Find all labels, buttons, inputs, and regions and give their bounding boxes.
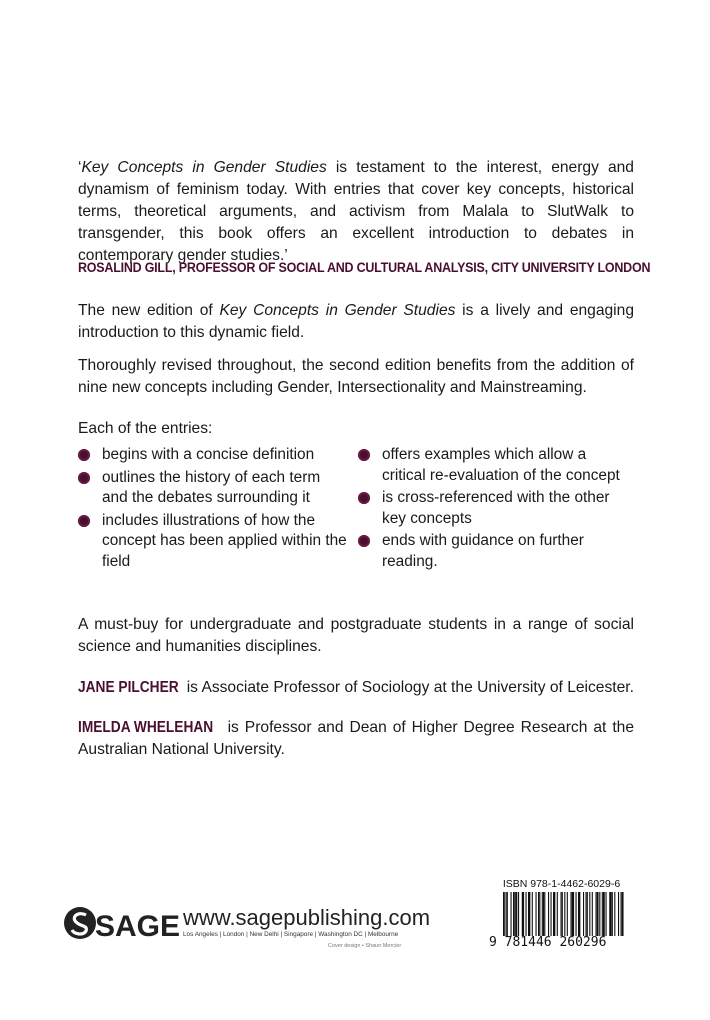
barcode-bar bbox=[529, 892, 530, 936]
barcode-bar bbox=[621, 892, 622, 936]
isbn-digits: 9 781446 260296 bbox=[489, 935, 607, 950]
barcode-bar bbox=[551, 892, 552, 936]
barcode-bar bbox=[544, 892, 545, 936]
barcode-bar bbox=[542, 892, 543, 936]
endorsement-attribution: ROSALIND GILL, PROFESSOR OF SOCIAL AND CULTURAL ANALYSIS, CITY UNIVERSITY LONDON bbox=[78, 260, 651, 276]
barcode-bar bbox=[506, 892, 507, 936]
author-name-1: JANE PILCHER bbox=[78, 679, 179, 696]
intro-text-start: The new edition of bbox=[78, 302, 220, 319]
barcode-bar bbox=[561, 892, 562, 936]
bullet-icon bbox=[358, 449, 370, 461]
cover-credit: Cover design • Shaun Mercier bbox=[328, 943, 402, 949]
quote-book-title: Key Concepts in Gender Studies bbox=[81, 159, 327, 176]
barcode-bar bbox=[622, 892, 624, 936]
barcode-bar bbox=[576, 892, 577, 936]
barcode-bar bbox=[587, 892, 588, 936]
publisher-cities: Los Angeles | London | New Delhi | Singapore | Washington DC | Melbourne bbox=[183, 931, 399, 938]
barcode-bar bbox=[573, 892, 574, 936]
entries-heading: Each of the entries: bbox=[78, 420, 213, 437]
barcode-bar bbox=[603, 892, 605, 936]
barcode-bar bbox=[592, 892, 593, 936]
bullet-icon bbox=[78, 472, 90, 484]
barcode-bar bbox=[543, 892, 544, 936]
barcode-bar bbox=[614, 892, 615, 936]
publisher-url[interactable]: www.sagepublishing.com bbox=[183, 905, 431, 930]
barcode-bar bbox=[548, 892, 549, 936]
list-item: begins with a concise definition bbox=[78, 445, 348, 466]
barcode-bar bbox=[532, 892, 533, 936]
barcode-bar bbox=[557, 892, 558, 936]
isbn-label: ISBN 978-1-4462-6029-6 bbox=[502, 878, 621, 890]
bullet-list-left bbox=[78, 445, 348, 574]
list-item: ends with guidance on further reading. bbox=[358, 531, 628, 572]
barcode-bar bbox=[507, 892, 508, 936]
bullet-icon bbox=[358, 535, 370, 547]
barcode-bar bbox=[597, 892, 599, 936]
author-desc-1: is Associate Professor of Sociology at the University of Leicester. bbox=[182, 679, 634, 696]
barcode-bar bbox=[618, 892, 619, 936]
barcode-bar bbox=[523, 892, 524, 936]
barcode-bar bbox=[514, 892, 515, 936]
bullet-icon bbox=[78, 515, 90, 527]
intro-book-title: Key Concepts in Gender Studies bbox=[219, 302, 456, 319]
list-item: includes illustrations of how the concept has been applied within the field bbox=[78, 511, 348, 573]
intro-paragraph bbox=[78, 300, 634, 344]
sage-logo bbox=[62, 903, 182, 943]
barcode-bar bbox=[554, 892, 555, 936]
barcode-bar bbox=[516, 892, 518, 936]
quote-open-mark: ‘ bbox=[78, 159, 82, 176]
barcode-bar bbox=[606, 892, 607, 936]
barcode-bar bbox=[536, 892, 537, 936]
intro-text-end: is a lively and engaging introduction to this dynamic field. bbox=[78, 302, 634, 341]
barcode-bar bbox=[579, 892, 580, 936]
author-bio-1 bbox=[78, 677, 634, 699]
barcode-bar bbox=[611, 892, 612, 936]
endorsement-quote bbox=[78, 157, 634, 267]
barcode-bar bbox=[518, 892, 519, 936]
barcode-bar bbox=[612, 892, 613, 936]
barcode-bars bbox=[489, 892, 634, 936]
author-name-2: IMELDA WHELEHAN bbox=[78, 719, 214, 736]
bullet-list-right bbox=[358, 445, 628, 574]
barcode-bar bbox=[564, 892, 565, 936]
barcode-bar bbox=[513, 892, 514, 936]
barcode-bar bbox=[571, 892, 572, 936]
barcode-bar bbox=[586, 892, 587, 936]
quote-text: is testament to the interest, energy and dynamism of feminism today. With entries that cover key concepts, historical terms, theoretical arguments, and activism from Malala to SlutWalk to transgender, this book offers an excellent introduction to debates in contemporary gender studies.’ bbox=[78, 159, 634, 264]
audience-paragraph: A must-buy for undergraduate and postgraduate students in a range of social science and humanities disciplines. bbox=[78, 616, 634, 655]
barcode-bar bbox=[503, 892, 505, 936]
barcode-bar bbox=[599, 892, 600, 936]
barcode-bar bbox=[602, 892, 603, 936]
author-bio-2 bbox=[78, 717, 634, 761]
barcode-bar bbox=[567, 892, 568, 936]
barcode-bar bbox=[539, 892, 540, 936]
revision-paragraph: Thoroughly revised throughout, the second edition benefits from the addition of nine new concepts including Gender, Intersectionality and Mainstreaming. bbox=[78, 357, 634, 396]
bullet-icon bbox=[78, 449, 90, 461]
isbn-barcode bbox=[489, 878, 634, 952]
barcode-bar bbox=[526, 892, 527, 936]
barcode-bar bbox=[538, 892, 539, 936]
barcode-bar bbox=[596, 892, 597, 936]
list-item: outlines the history of each term and the debates surrounding it bbox=[78, 468, 348, 509]
barcode-bar bbox=[562, 892, 563, 936]
barcode-bar bbox=[511, 892, 512, 936]
bullet-icon bbox=[358, 492, 370, 504]
sage-logo-text: SAGE bbox=[95, 910, 181, 943]
author-desc-2: is Professor and Dean of Higher Degree Research at the Australian National University. bbox=[78, 719, 634, 758]
list-item: is cross-referenced with the other key concepts bbox=[358, 488, 628, 529]
barcode-bar bbox=[589, 892, 590, 936]
list-item: offers examples which allow a critical re-evaluation of the concept bbox=[358, 445, 628, 486]
barcode-bar bbox=[583, 892, 584, 936]
